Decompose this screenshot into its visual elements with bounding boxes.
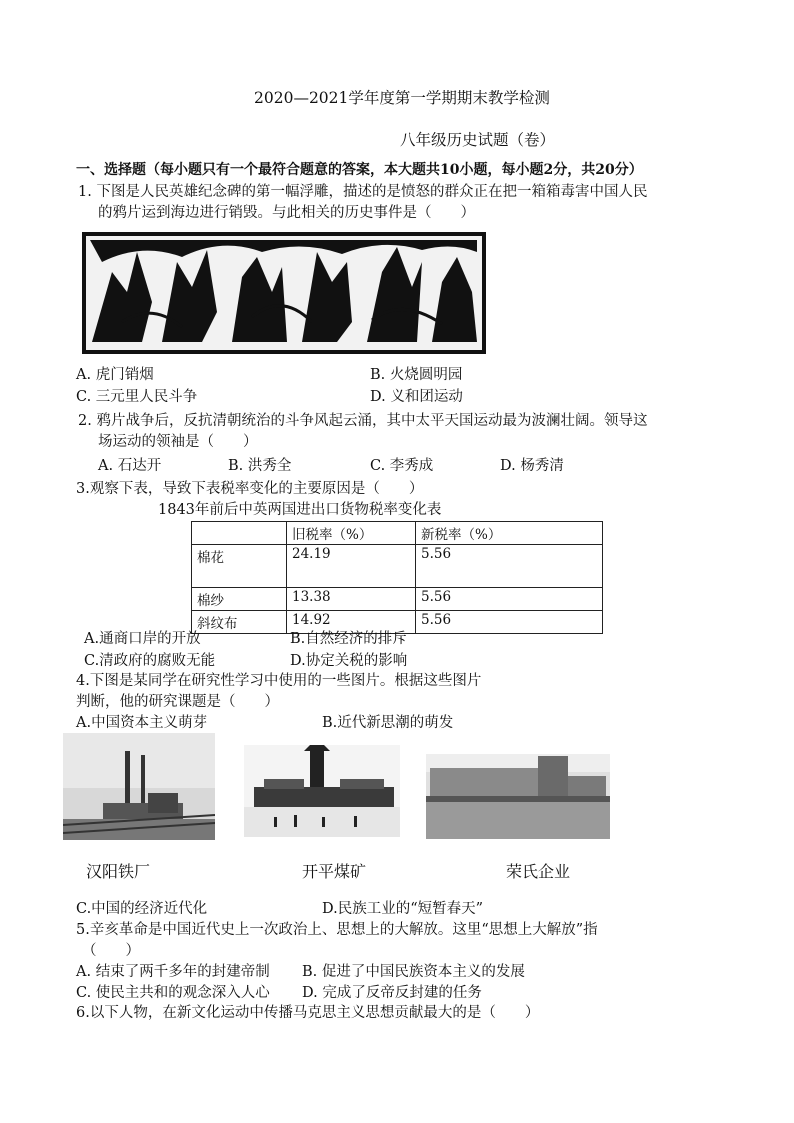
photo-caption-rong: 荣氏企业 <box>506 862 571 881</box>
q5-option-a: A. 结束了两千多年的封建帝制 <box>76 964 270 980</box>
table-title: 1843年前后中英两国进出口货物税率变化表 <box>158 502 442 518</box>
q2-option-d: D. 杨秀清 <box>500 458 564 474</box>
table-row <box>192 545 603 588</box>
q3-option-c: C.清政府的腐败无能 <box>84 653 216 669</box>
q4-option-d: D.民族工业的“短暂春天” <box>322 901 484 917</box>
q5-option-c: C. 使民主共和的观念深入人心 <box>76 985 270 1001</box>
table-cell: 棉花 <box>192 545 287 588</box>
q2-option-b: B. 洪秀全 <box>228 458 292 474</box>
q1-option-c: C. 三元里人民斗争 <box>76 389 198 405</box>
q2-option-a: A. 石达开 <box>98 458 162 474</box>
q2-line2: 场运动的领袖是（ ） <box>98 434 258 450</box>
table-cell: 5.56 <box>416 545 603 588</box>
q3-line1: 3.观察下表，导致下表税率变化的主要原因是（ ） <box>76 481 424 497</box>
table-cell: 24.19 <box>287 545 416 588</box>
q4-option-c: C.中国的经济近代化 <box>76 901 208 917</box>
q1-option-b: B. 火烧圆明园 <box>370 367 463 383</box>
table-cell: 棉纱 <box>192 588 287 611</box>
table-header-cell: 新税率（%） <box>416 522 603 545</box>
q3-option-d: D.协定关税的影响 <box>290 653 408 669</box>
q4-option-a: A.中国资本主义萌芽 <box>76 715 208 731</box>
photo-caption-hanyang: 汉阳铁厂 <box>86 862 151 881</box>
q3-option-a: A.通商口岸的开放 <box>84 631 201 647</box>
table-header-cell: 旧税率（%） <box>287 522 416 545</box>
photo-caption-kaiping: 开平煤矿 <box>302 862 367 881</box>
q4-line1: 4.下图是某同学在研究性学习中使用的一些图片。根据这些图片 <box>76 673 482 689</box>
relief-image <box>82 232 486 354</box>
table-header-cell <box>192 522 287 545</box>
table-cell: 5.56 <box>416 611 603 634</box>
q1-option-a: A. 虎门销烟 <box>76 367 154 383</box>
section-heading: 一、选择题（每小题只有一个最符合题意的答案，本大题共10小题，每小题2分，共20分） <box>76 162 643 178</box>
q5-line1: 5.辛亥革命是中国近代史上一次政治上、思想上的大解放。这里“思想上大解放”指 <box>76 922 598 938</box>
q3-option-b: B.自然经济的排斥 <box>290 631 407 647</box>
q4-line2: 判断，他的研究课题是（ ） <box>76 694 279 710</box>
table-cell: 斜纹布 <box>192 611 287 634</box>
q5-line2: （ ） <box>82 943 140 959</box>
q5-option-d: D. 完成了反帝反封建的任务 <box>302 985 482 1001</box>
table-cell: 14.92 <box>287 611 416 634</box>
table-cell: 13.38 <box>287 588 416 611</box>
q6-line1: 6.以下人物，在新文化运动中传播马克思主义思想贡献最大的是（ ） <box>76 1005 540 1021</box>
table-cell: 5.56 <box>416 588 603 611</box>
tax-rate-table <box>191 521 603 634</box>
q2-line1: 2. 鸦片战争后，反抗清朝统治的斗争风起云涌，其中太平天国运动最为波澜壮阔。领导这 <box>78 413 648 429</box>
q1-line1: 1. 下图是人民英雄纪念碑的第一幅浮雕，描述的是愤怒的群众正在把一箱箱毒害中国人民 <box>78 184 648 200</box>
q4-option-b: B.近代新思潮的萌发 <box>322 715 454 731</box>
hanyang-ironworks-photo <box>63 733 215 840</box>
q1-option-d: D. 义和团运动 <box>370 389 463 405</box>
q2-option-c: C. 李秀成 <box>370 458 434 474</box>
q1-line2: 的鸦片运到海边进行销毁。与此相关的历史事件是（ ） <box>98 205 475 221</box>
kaiping-coalmine-photo <box>244 745 400 837</box>
q5-option-b: B. 促进了中国民族资本主义的发展 <box>302 964 525 980</box>
table-row <box>192 588 603 611</box>
rong-enterprise-photo <box>426 754 610 839</box>
exam-title: 2020—2021学年度第一学期期末教学检测 <box>254 89 550 107</box>
exam-subtitle: 八年级历史试题（卷） <box>400 131 556 149</box>
table-header-row <box>192 522 603 545</box>
